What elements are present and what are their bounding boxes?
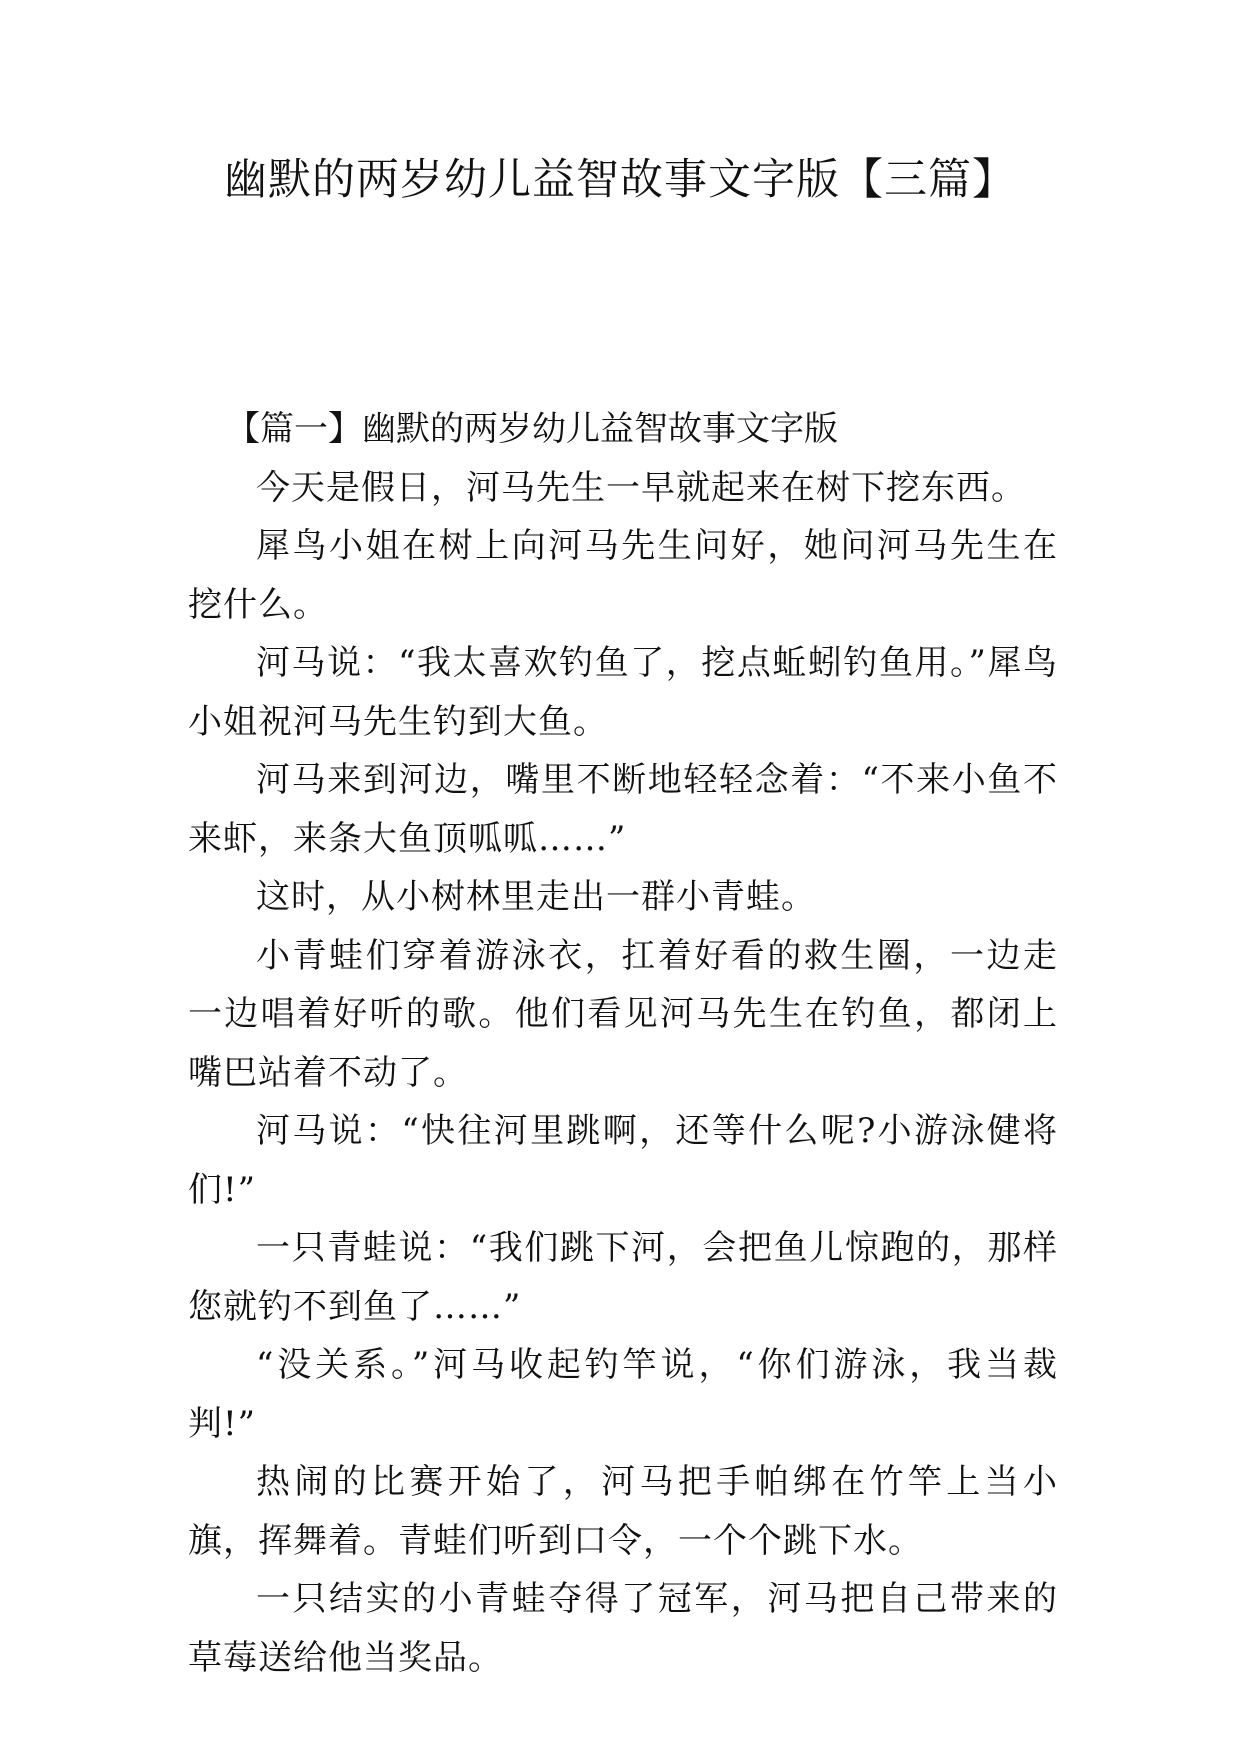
section-heading: 【篇一】幽默的两岁幼儿益智故事文字版 bbox=[226, 409, 838, 449]
document-title: 幽默的两岁幼儿益智故事文字版【三篇】 bbox=[224, 155, 1016, 205]
paragraph: 河马说：“我太喜欢钓鱼了，挖点蚯蚓钓鱼用。”犀鸟小姐祝河马先生钓到大鱼。 bbox=[188, 643, 1058, 742]
paragraph: 今天是假日，河马先生一早就起来在树下挖东西。 bbox=[256, 467, 1026, 508]
paragraph: 河马说：“快往河里跳啊，还等什么呢?小游泳健将们!” bbox=[188, 1111, 1058, 1210]
paragraph: 一只结实的小青蛙夺得了冠军，河马把自己带来的草莓送给他当奖品。 bbox=[188, 1579, 1058, 1678]
paragraph: 小青蛙们穿着游泳衣，扛着好看的救生圈，一边走一边唱着好听的歌。他们看见河马先生在钓鱼，都闭上嘴巴站着不动了。 bbox=[188, 935, 1058, 1093]
paragraph: 热闹的比赛开始了，河马把手帕绑在竹竿上当小旗，挥舞着。青蛙们听到口令，一个个跳下水。 bbox=[188, 1462, 1058, 1561]
paragraph: 犀鸟小姐在树上向河马先生问好，她问河马先生在挖什么。 bbox=[188, 526, 1058, 625]
paragraph: 河马来到河边，嘴里不断地轻轻念着：“不来小鱼不来虾，来条大鱼顶呱呱……” bbox=[188, 760, 1058, 859]
document-body bbox=[188, 400, 1058, 1687]
paragraph: 一只青蛙说：“我们跳下河，会把鱼儿惊跑的，那样您就钓不到鱼了……” bbox=[188, 1228, 1058, 1327]
paragraph: 这时，从小树林里走出一群小青蛙。 bbox=[256, 877, 816, 917]
paragraph: “没关系。”河马收起钓竿说，“你们游泳，我当裁判!” bbox=[188, 1345, 1058, 1444]
